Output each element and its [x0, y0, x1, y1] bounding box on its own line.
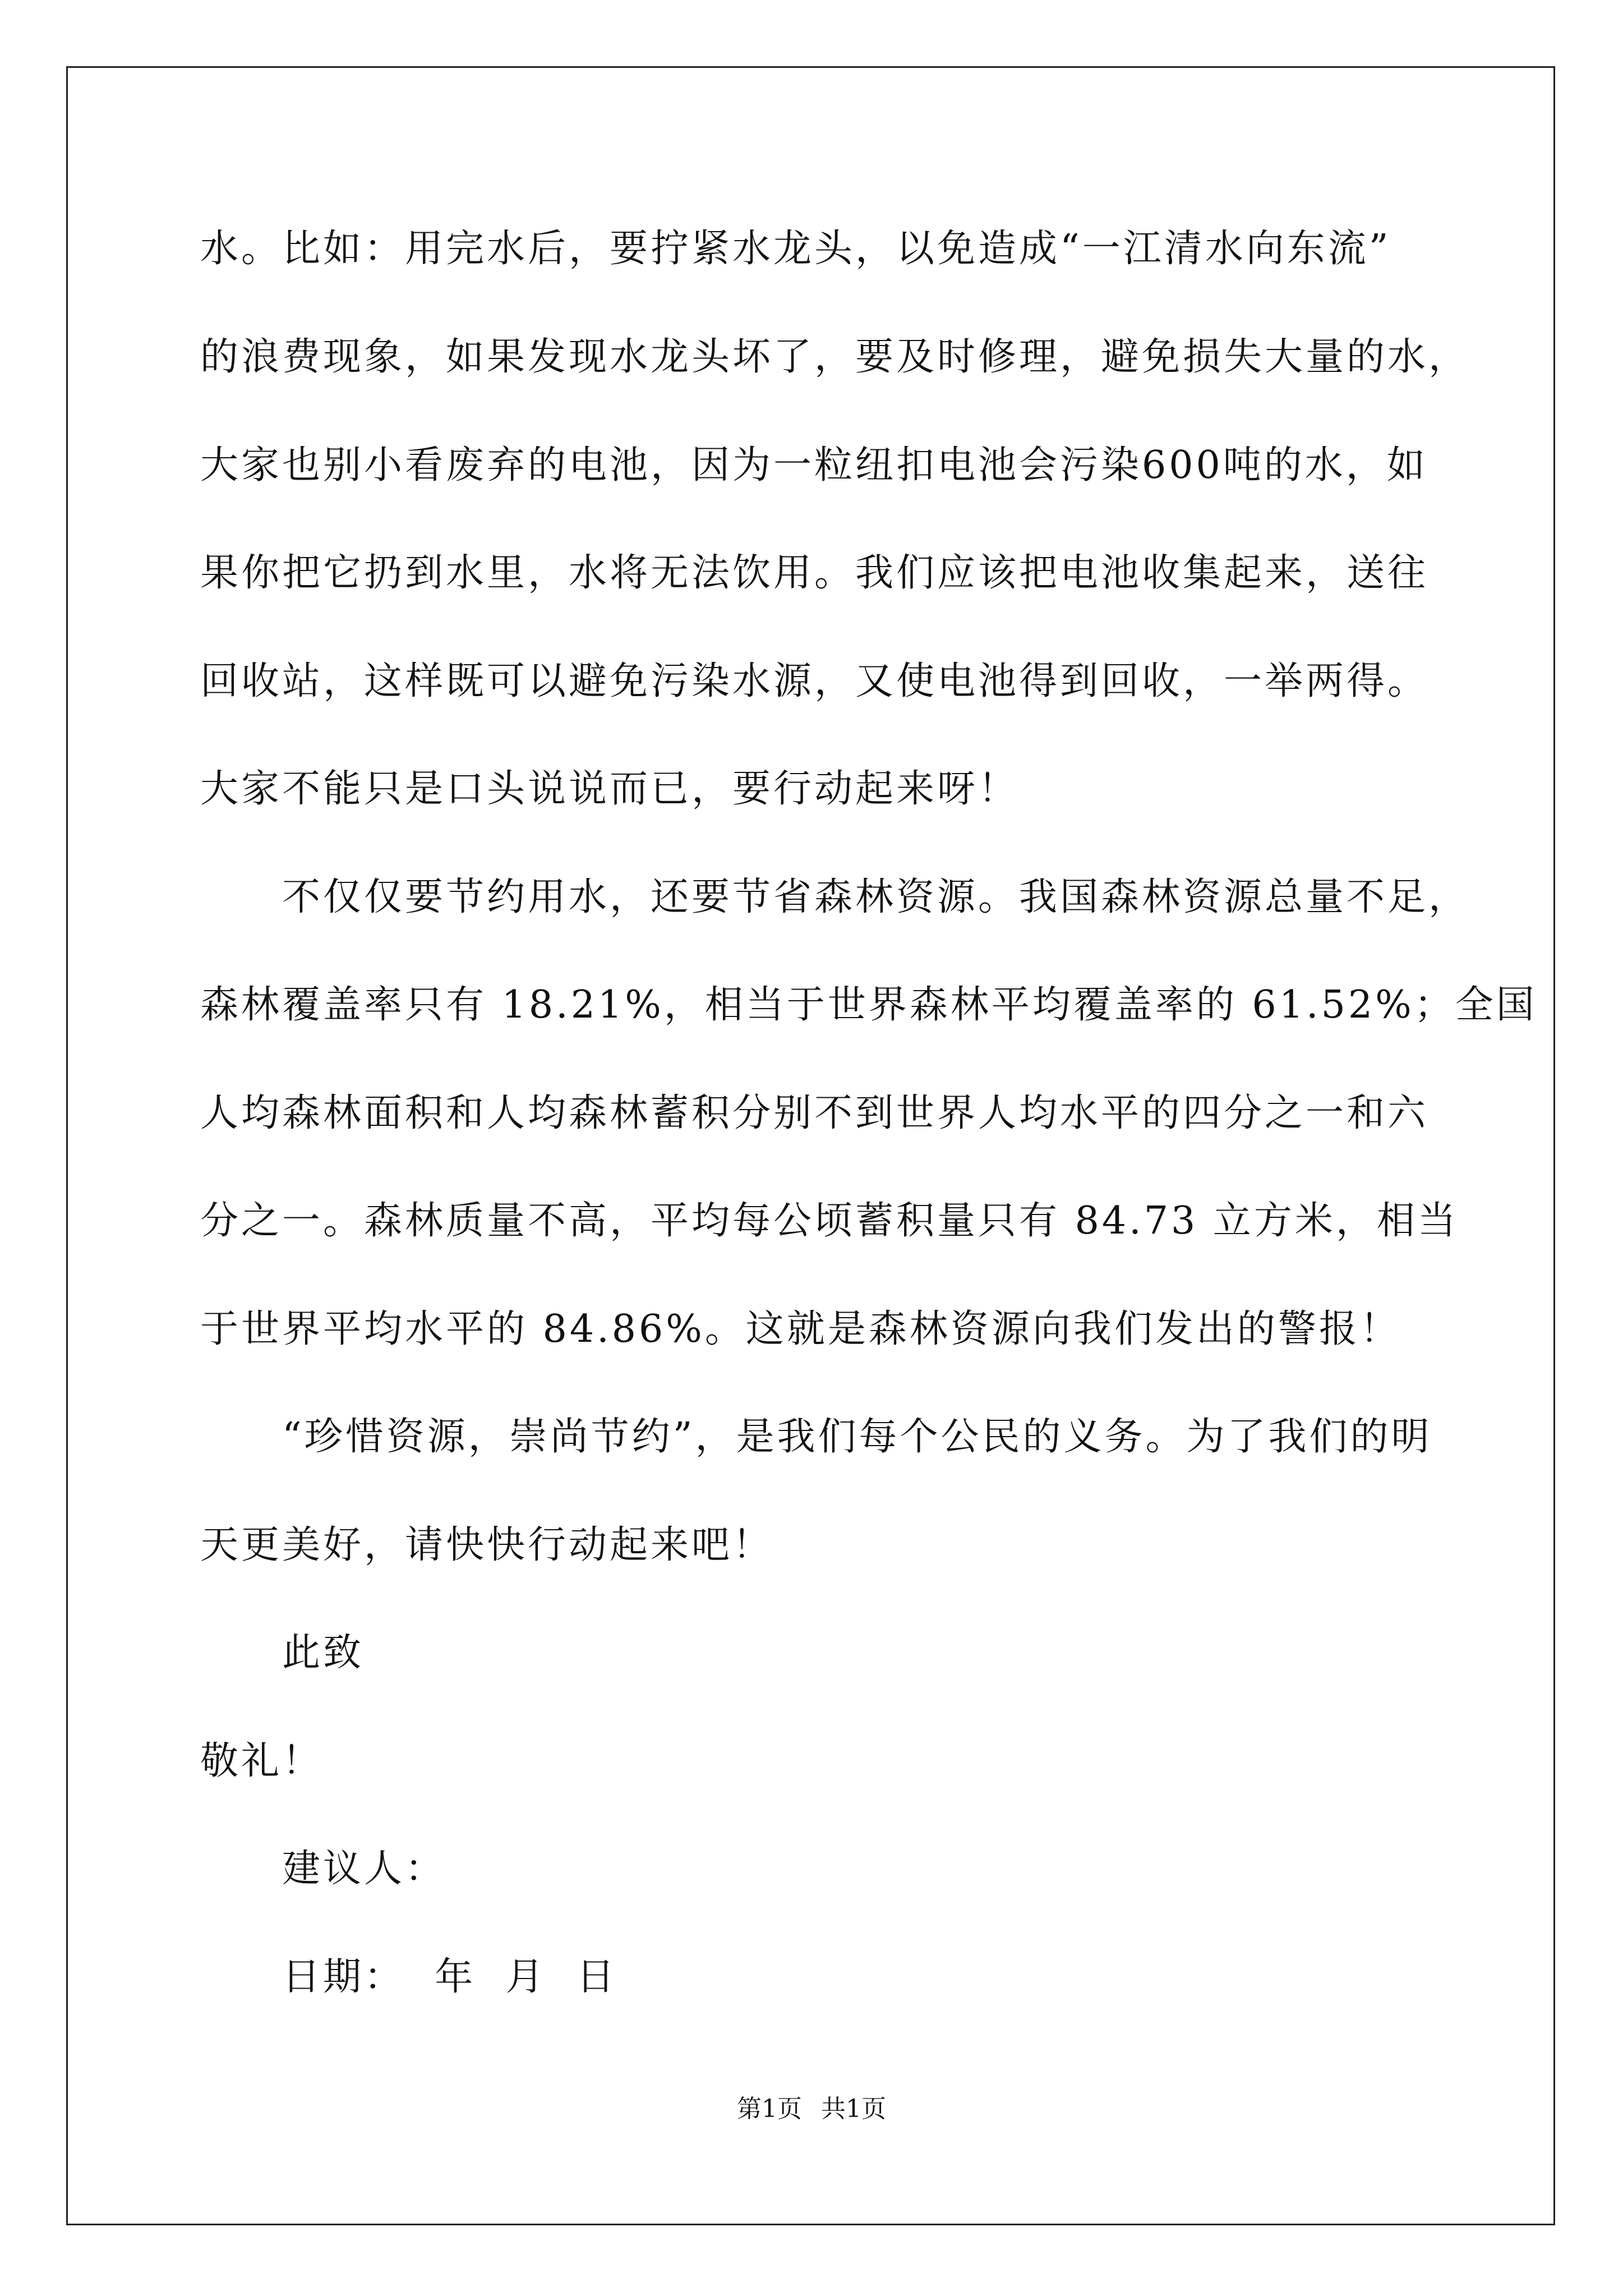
signature-proposer: 建议人： — [282, 1847, 446, 1891]
page-number-total: 共1页 — [821, 2095, 886, 2123]
body-line-2: 的浪费现象，如果发现水龙头坏了，要及时修理，避免损失大量的水， — [200, 335, 1470, 379]
body-line-6: 大家不能只是口头说说而已，要行动起来呀！ — [200, 767, 1020, 811]
body-line-7: 不仅仅要节约用水，还要节省森林资源。我国森林资源总量不足， — [282, 875, 1470, 919]
closing-regards: 敬礼！ — [200, 1739, 324, 1783]
body-line-1: 水。比如：用完水后，要拧紧水龙头，以免造成“一江清水向东流” — [200, 227, 1391, 271]
body-line-4: 果你把它扔到水里，水将无法饮用。我们应该把电池收集起来，送往 — [200, 551, 1429, 595]
body-line-12: “珍惜资源，崇尚节约”，是我们每个公民的义务。为了我们的明 — [282, 1415, 1432, 1459]
body-line-11: 于世界平均水平的 84.86%。这就是森林资源向我们发出的警报！ — [200, 1307, 1401, 1351]
closing-salutation: 此致 — [282, 1631, 365, 1675]
page-border — [66, 66, 1555, 2225]
body-line-3: 大家也别小看废弃的电池，因为一粒纽扣电池会污染600吨的水，如 — [200, 443, 1428, 487]
body-line-5: 回收站，这样既可以避免污染水源，又使电池得到回收，一举两得。 — [200, 659, 1429, 703]
page-footer — [0, 2097, 1623, 2122]
body-line-10: 分之一。森林质量不高，平均每公顷蓄积量只有 84.73 立方米，相当 — [200, 1199, 1459, 1243]
page-number-current: 第1页 — [737, 2095, 802, 2123]
body-line-8: 森林覆盖率只有 18.21%，相当于世界森林平均覆盖率的 61.52%；全国 — [200, 983, 1537, 1027]
body-line-13: 天更美好，请快快行动起来吧！ — [200, 1523, 774, 1567]
signature-date: 日期： 年 月 日 — [282, 1955, 617, 1999]
body-line-9: 人均森林面积和人均森林蓄积分别不到世界人均水平的四分之一和六 — [200, 1091, 1429, 1135]
